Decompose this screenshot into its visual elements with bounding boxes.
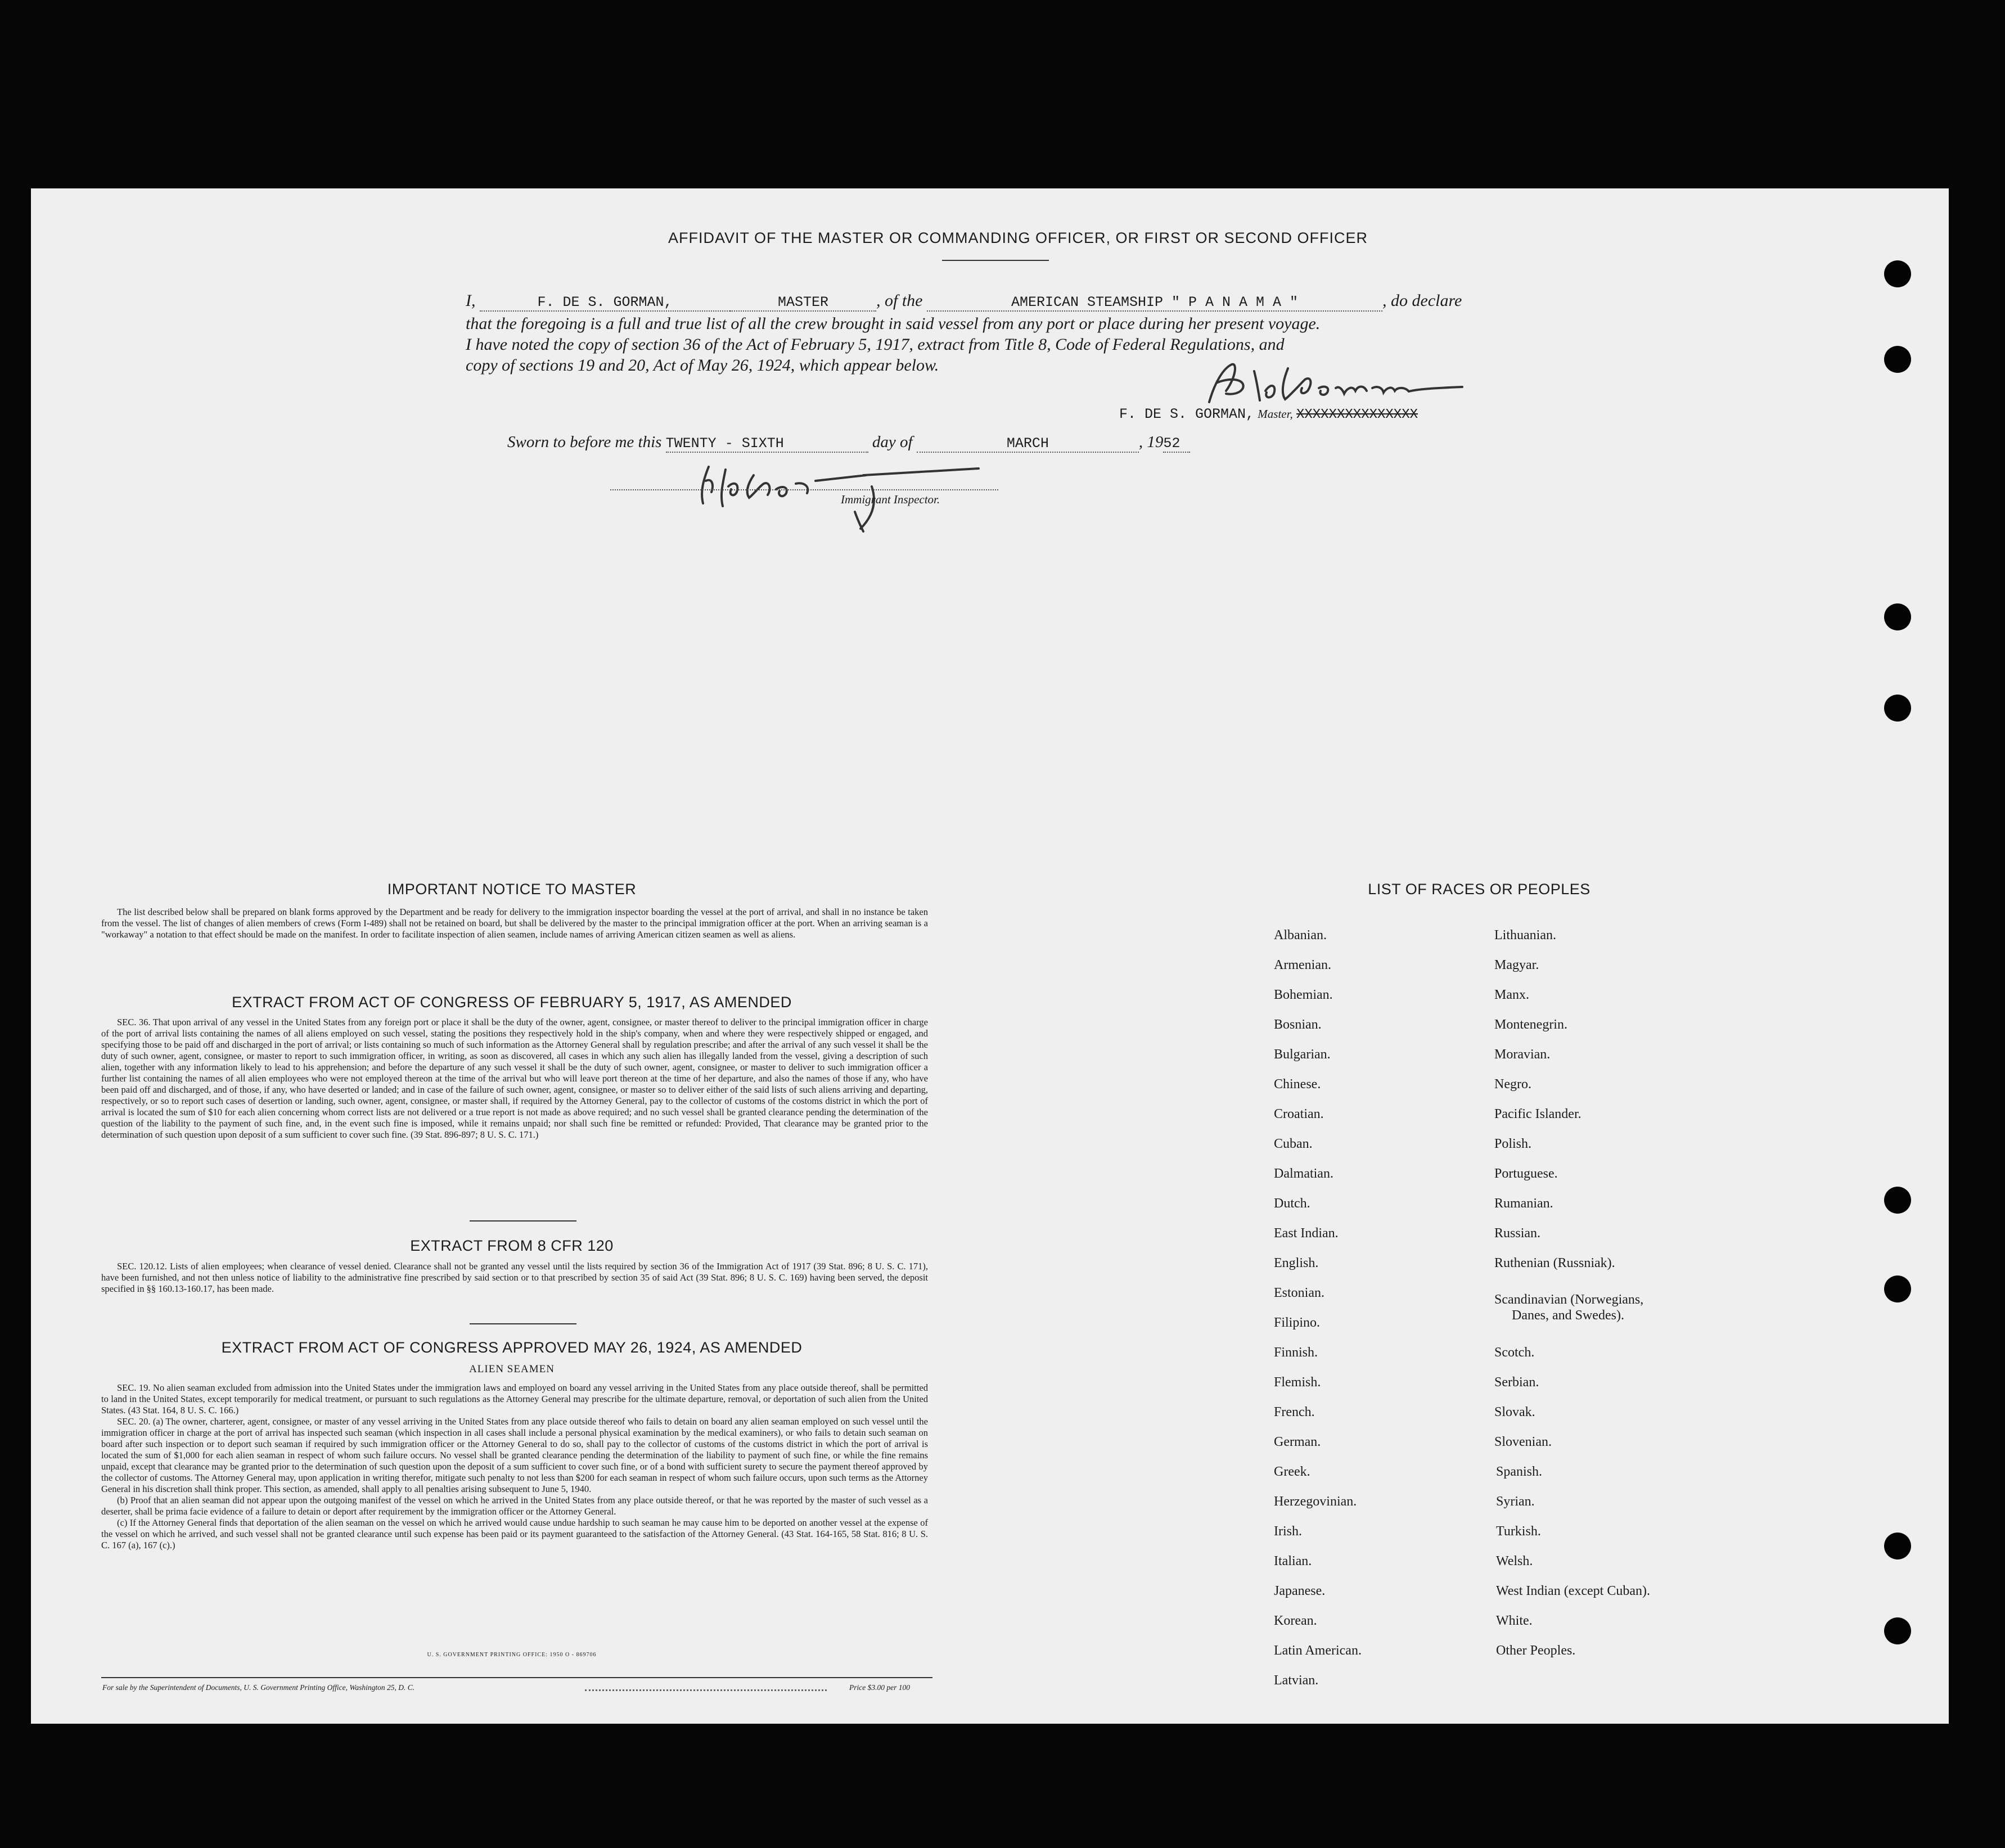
race-item: Finnish.	[1274, 1345, 1318, 1360]
master-signature-line	[1119, 406, 1418, 422]
race-item: Spanish.	[1496, 1464, 1543, 1479]
sec20b-text: (b) Proof that an alien seaman did not appear upon the outgoing manifest of the vessel on which he arrived in the United States from any place outside thereof, or that he was reported by the master of such vessel as a deserter, shall be prima facie evidence of a failure to detain or deport after requirement by the immigration officer or the Attorney General.	[101, 1495, 928, 1517]
master-name-field: F. DE S. GORMAN,	[480, 294, 730, 312]
punch-hole	[1884, 1275, 1911, 1302]
race-item: Moravian.	[1494, 1047, 1551, 1062]
inspector-signature-line	[610, 489, 998, 490]
race-item: Cuban.	[1274, 1137, 1313, 1151]
punch-hole	[1884, 346, 1911, 373]
sworn-line: Sworn to before me this TWENTY - SIXTH day of MARCH , 1952	[507, 433, 1571, 453]
punch-hole	[1884, 603, 1911, 630]
race-item: Armenian.	[1274, 958, 1331, 972]
extract-1924-title: EXTRACT FROM ACT OF CONGRESS APPROVED MAY 26, 1924, AS AMENDED	[221, 1339, 803, 1356]
master-label: Master,	[1258, 407, 1293, 421]
race-item: Japanese.	[1274, 1584, 1326, 1598]
extract-1924-text	[101, 1382, 928, 1551]
race-item: German.	[1274, 1435, 1321, 1449]
race-item: Slovak.	[1494, 1405, 1535, 1419]
extract-1917-text: SEC. 36. That upon arrival of any vessel in the United States from any foreign port or place it shall be the duty of the owner, agent, consignee, or master thereof to deliver to the principal immigration officer in charge of the port of arrival lists containing the names of all aliens employed on such vessel, stating the positions they respectively hold in the ship's company, when and where they were respectively shipped or engaged, and specifying those to be paid off and discharged in the port of arrival; or lists containing so much of such information as the Attorney General shall by regulation prescribe; and after the arrival of any such vessel it shall be the duty of such owner, agent, consignee, or master to report to such immigration officer, in writing, as soon as discovered, all cases in which any such alien has illegally landed from the vessel, giving a description of such alien, together with any information likely to lead to his apprehension; and before the departure of any such vessel it shall be the duty of such owner, agent, consignee, or master to deliver to such immigration officer a further list containing the names of all alien employees who were not employed thereon at the time of the arrival but who will leave port thereon at the time of her departure, and also the names of those if any, who have been paid off and discharged, and of those, if any, who have deserted or landed; and in case of the failure of such owner, agent, consignee, or master so to deliver either of the said lists of such aliens arriving and departing, respectively, or so to report such cases of desertion or landing, such owner, agent, consignee, or master shall, if required by the Attorney General, pay to the collector of customs of the costoms district in which the port of arrival is located the sum of $10 for each alien concerning whom correct lists are not delivered or a true report is not made as above required; and no such vessel shall be granted clearance pending the determination of the question of the liability to the payment of such fine, and, in the event such fine is imposed, while it remains unpaid; nor shall such fine be remitted or refunded: Provided, That clearance may be granted prior to the determination of such question upon deposit of a sum sufficient to cover such fine. (39 Stat. 896-897; 8 U. S. C. 171.)	[101, 1017, 928, 1140]
race-item: Filipino.	[1274, 1315, 1321, 1330]
race-item: Other Peoples.	[1496, 1643, 1576, 1658]
affidavit-line-4: copy of sections 19 and 20, Act of May 26, 1924, which appear below.	[466, 356, 939, 375]
race-item: French.	[1274, 1405, 1315, 1419]
race-item: Croatian.	[1274, 1107, 1324, 1121]
footer-rule	[101, 1677, 932, 1678]
affidavit-line-2: that the foregoing is a full and true list of all the crew brought in said vessel from any port or place during her present voyage.	[466, 314, 1321, 333]
struck-title: XXXXXXXXXXXXXXX	[1296, 407, 1418, 422]
sec20a-text: SEC. 20. (a) The owner, charterer, agent, consignee, or master of any vessel arriving in the United States from any place outside thereof who fails to detain on board any alien seaman employed on such vessel until the immigration officer in charge at the port of arrival has inspected such seaman (which inspection in all cases shall include a personal physical examination by the medical examiners), or who fails to detain such seaman on board after such inspection or to deport such seaman if required by such immigration officer or the Attorney General to do so, shall pay to the collector of customs of the customs district in which the port of arrival is located the sum of $1,000 for each alien seaman in respect of whom such failure occurs. No vessel shall be granted clearance pending the determination of the liability to payment of such fine, or while the fine remains unpaid, except that clearance may be granted prior to the determination of such question upon the deposit of a sum sufficient to cover such fine, or of a bond with sufficient surety to secure the payment thereof approved by the collector of customs. The Attorney General may, upon application in writing therefor, mitigate such penalty to not less than $200 for each seaman in respect of whom such failure occurs, upon such terms as the Attorney General in his discretion shall think proper. This section, as amended, shall apply to all penalties arising subsequent to June 5, 1940.	[101, 1416, 928, 1494]
extract-1917-title: EXTRACT FROM ACT OF CONGRESS OF FEBRUARY 5, 1917, AS AMENDED	[232, 994, 792, 1011]
race-item: Polish.	[1494, 1137, 1532, 1151]
extract-8cfr-title: EXTRACT FROM 8 CFR 120	[410, 1237, 614, 1254]
race-item: Slovenian.	[1494, 1435, 1552, 1449]
race-item: Albanian.	[1274, 928, 1327, 943]
affidavit-declaration-line: I, F. DE S. GORMAN, MASTER , of the AMERICAN STEAMSHIP " P A N A M A " , do declare	[466, 291, 1462, 310]
race-item: Turkish.	[1496, 1524, 1541, 1539]
race-item: Pacific Islander.	[1494, 1107, 1582, 1121]
race-item: Bulgarian.	[1274, 1047, 1331, 1062]
race-item: Italian.	[1274, 1554, 1312, 1568]
rank-field: MASTER	[730, 294, 876, 312]
races-title: LIST OF RACES OR PEOPLES	[1368, 881, 1591, 898]
race-item: Estonian.	[1274, 1286, 1324, 1300]
alien-seamen-subtitle: ALIEN SEAMEN	[469, 1363, 555, 1375]
race-item: Serbian.	[1494, 1375, 1539, 1390]
month-field: MARCH	[917, 435, 1139, 453]
race-item: Negro.	[1494, 1077, 1531, 1092]
race-item: Scandinavian (Norwegians,	[1494, 1292, 1644, 1307]
divider	[470, 1220, 576, 1222]
race-item: Syrian.	[1496, 1494, 1535, 1509]
signer-name: F. DE S. GORMAN,	[1119, 406, 1255, 422]
extract-8cfr-text: SEC. 120.12. Lists of alien employees; when clearance of vessel denied. Clearance shall not be granted any vessel until the lists required by section 36 of the Immigration Act of 1917 (39 Stat. 896; 8 U. S. C. 171), have been furnished, and not then unless notice of liability to the administrative fine prescribed by said section or to that prescribed by section 35 of said Act (39 Stat. 896; 8 U. S. C. 169) having been served, the deposit specified in §§ 160.13-160.17, has been made.	[101, 1261, 928, 1294]
sec20c-text: (c) If the Attorney General finds that deportation of the alien seaman on the vessel on which he arrived would cause undue hardship to such seaman he may cause him to be deported on another vessel at the expense of the vessel on which he arrived, and such vessel shall not be granted clearance until such expense has been paid or its payment guaranteed to the satisfaction of the Attorney General. (43 Stat. 164-165, 58 Stat. 816; 8 U. S. C. 167 (a), 167 (c).)	[101, 1517, 928, 1550]
notice-text: The list described below shall be prepared on blank forms approved by the Department and be ready for delivery to the immigration inspector boarding the vessel at the port of arrival, and shall in no instance be taken from the vessel. The list of changes of alien members of crews (Form I-489) shall not be retained on board, but shall be delivered by the master to the principal immigration officer at the port. When an arriving seaman is a "workaway" a notation to that effect should be made on the manifest. In order to facilitate inspection of alien seamen, include names of arriving American citizen seamen as well as aliens.	[101, 907, 928, 940]
affidavit-title: AFFIDAVIT OF THE MASTER OR COMMANDING OFFICER, OR FIRST OR SECOND OFFICER	[668, 229, 1368, 246]
day-field: TWENTY - SIXTH	[666, 435, 868, 453]
sec19-text: SEC. 19. No alien seaman excluded from admission into the United States under the immigration laws and employed on board any vessel arriving in the United States from any place outside thereof, shall be permitted to land in the United States, except temporarily for medical treatment, or pursuant to such regulations as the Attorney General may prescribe for the ultimate departure, removal, or deportation of such alien from the United States. (43 Stat. 164, 8 U. S. C. 166.)	[101, 1382, 928, 1416]
race-item: Manx.	[1494, 988, 1529, 1002]
race-item: Flemish.	[1274, 1375, 1321, 1390]
race-item: West Indian (except Cuban).	[1496, 1584, 1650, 1598]
race-item: Russian.	[1494, 1226, 1541, 1241]
year-field: 52	[1163, 435, 1190, 453]
punch-hole	[1884, 1533, 1911, 1559]
race-item: Ruthenian (Russniak).	[1494, 1256, 1615, 1270]
punch-hole	[1884, 695, 1911, 722]
race-item: Korean.	[1274, 1613, 1317, 1628]
race-item: Latin American.	[1274, 1643, 1362, 1658]
printer-line: U. S. GOVERNMENT PRINTING OFFICE: 1950 O - 869706	[427, 1652, 597, 1658]
footer-price: Price $3.00 per 100	[849, 1683, 910, 1692]
race-item: English.	[1274, 1256, 1319, 1270]
inspector-label: Immigrant Inspector.	[841, 493, 940, 506]
race-item: Chinese.	[1274, 1077, 1321, 1092]
punch-hole	[1884, 1617, 1911, 1644]
master-signature	[1192, 360, 1485, 411]
race-item: Montenegrin.	[1494, 1017, 1567, 1032]
race-item: East Indian.	[1274, 1226, 1339, 1241]
race-item: Lithuanian.	[1494, 928, 1556, 943]
notice-title: IMPORTANT NOTICE TO MASTER	[387, 881, 637, 898]
affidavit-line-3: I have noted the copy of section 36 of the Act of February 5, 1917, extract from Title 8, Code of Federal Regulations, and	[466, 335, 1285, 354]
race-item: Greek.	[1274, 1464, 1310, 1479]
vessel-field: AMERICAN STEAMSHIP " P A N A M A "	[927, 294, 1382, 312]
race-item: Latvian.	[1274, 1673, 1319, 1688]
inspector-signature	[607, 458, 1001, 537]
race-item: Bosnian.	[1274, 1017, 1322, 1032]
race-item: Herzegovinian.	[1274, 1494, 1357, 1509]
race-item: Danes, and Swedes).	[1512, 1308, 1624, 1323]
race-item: Welsh.	[1496, 1554, 1533, 1568]
race-item: Irish.	[1274, 1524, 1302, 1539]
race-item: Dalmatian.	[1274, 1166, 1333, 1181]
punch-hole	[1884, 260, 1911, 287]
divider	[942, 260, 1049, 261]
race-item: Magyar.	[1494, 958, 1539, 972]
race-item: Bohemian.	[1274, 988, 1333, 1002]
race-item: White.	[1496, 1613, 1533, 1628]
punch-hole	[1884, 1187, 1911, 1214]
footer-sale-text: For sale by the Superintendent of Documents, U. S. Government Printing Office, Washington 25, D. C.	[102, 1683, 415, 1692]
divider	[470, 1323, 576, 1324]
race-item: Dutch.	[1274, 1196, 1310, 1211]
race-item: Scotch.	[1494, 1345, 1535, 1360]
footer-dots	[585, 1689, 827, 1691]
race-item: Portuguese.	[1494, 1166, 1558, 1181]
race-item: Rumanian.	[1494, 1196, 1553, 1211]
